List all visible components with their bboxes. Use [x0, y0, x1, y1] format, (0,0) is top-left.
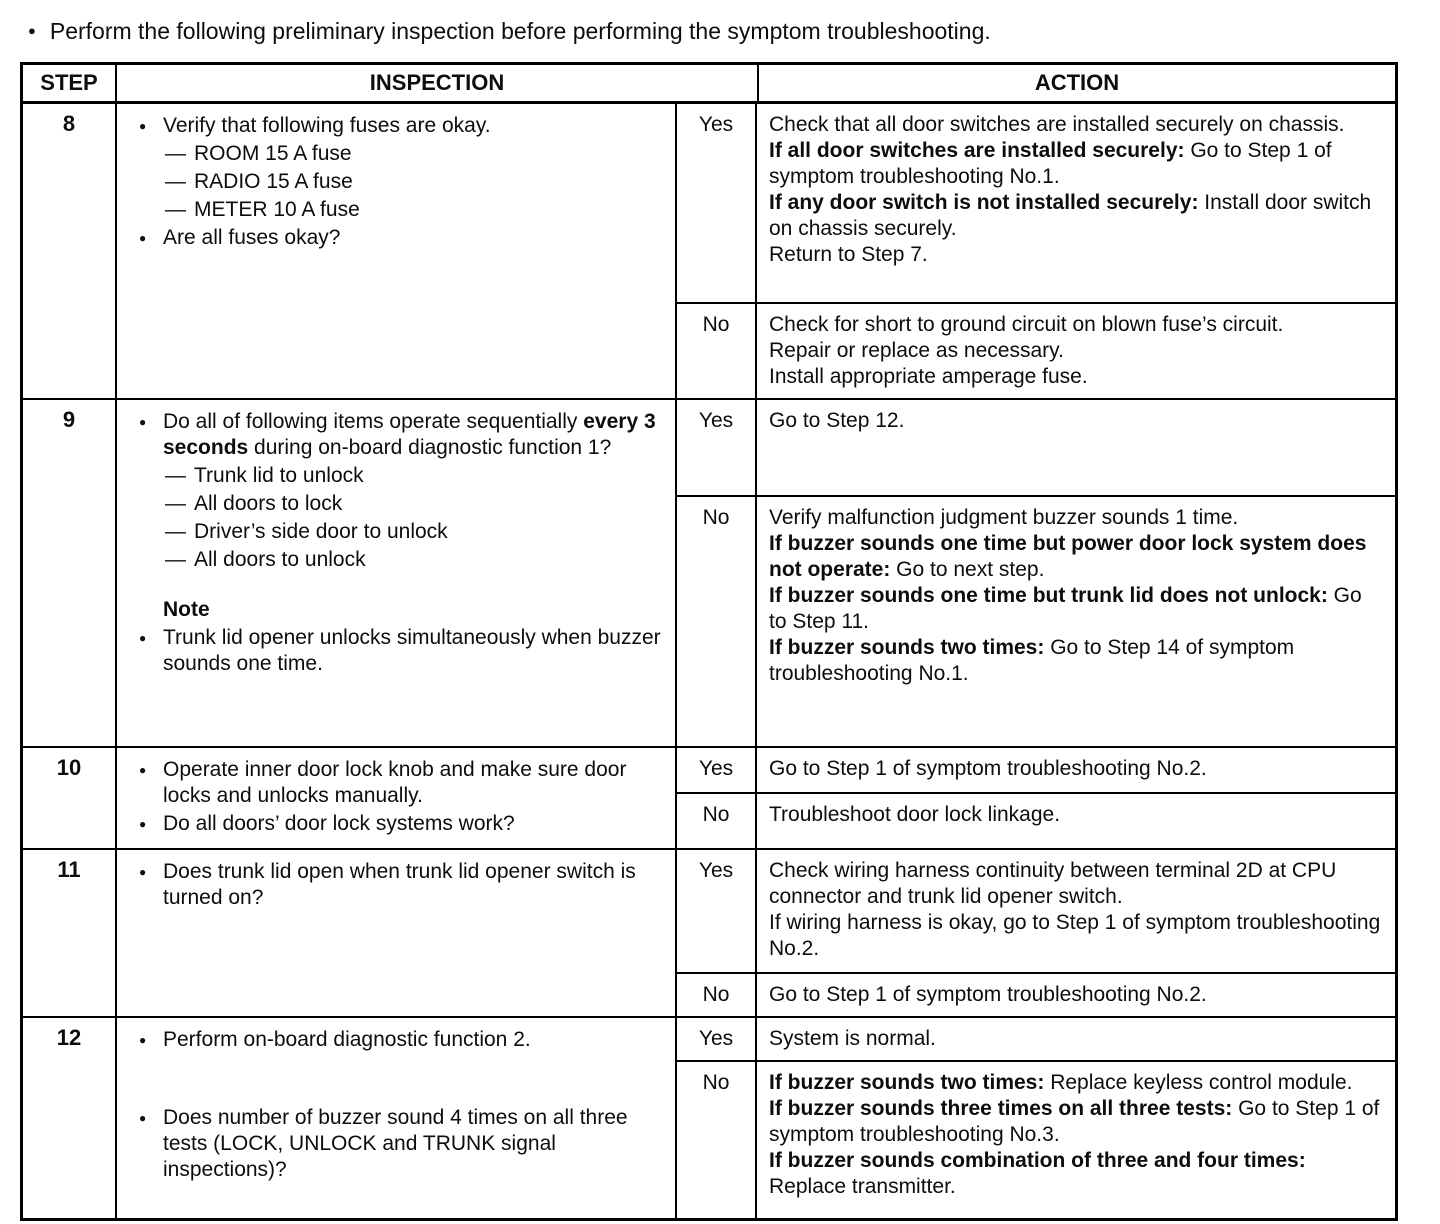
text-block [769, 190, 1381, 242]
text-segment: Are all fuses okay? [163, 226, 341, 249]
dash-icon: — [165, 464, 186, 487]
text-block [165, 169, 663, 195]
action-cell [757, 748, 1395, 792]
intro-line [28, 16, 1420, 46]
text-segment: Driver’s side door to unlock [194, 520, 448, 543]
branch-row [677, 850, 1395, 974]
text-block [769, 112, 1381, 138]
action-branches [677, 104, 1395, 398]
action-cell [757, 794, 1395, 848]
text-block [769, 505, 1381, 531]
intro-text: Perform the following preliminary inspection before performing the symptom troubleshooting. [49, 18, 991, 44]
block-text [194, 519, 448, 545]
answer-cell: No [677, 1062, 757, 1218]
text-segment: If buzzer sounds three times on all three tests: [769, 1097, 1233, 1120]
table-row [23, 850, 1395, 1018]
action-cell [757, 850, 1395, 972]
text-segment: Verify malfunction judgment buzzer sounds 1 time. [769, 506, 1239, 529]
text-segment: Trunk lid opener unlocks simultaneously when buzzer sounds one time. [163, 626, 661, 675]
block-text [194, 141, 352, 167]
text-block [163, 597, 663, 623]
text-block [165, 519, 663, 545]
header-inspection: INSPECTION [117, 65, 759, 101]
branch-row [677, 1062, 1395, 1218]
block-text [163, 1105, 663, 1183]
branch-row [677, 748, 1395, 794]
answer-cell: Yes [677, 850, 757, 972]
dash-icon: — [165, 548, 186, 571]
block-text [194, 197, 360, 223]
text-block [769, 802, 1381, 828]
block-text [163, 859, 663, 911]
text-block [139, 625, 663, 677]
bullet-icon: ● [139, 119, 147, 133]
action-cell [757, 400, 1395, 495]
action-cell [757, 1018, 1395, 1060]
text-segment: If buzzer sounds one time but trunk lid does not unlock: [769, 584, 1328, 607]
text-block [139, 113, 663, 139]
bullet-icon: ● [139, 817, 147, 831]
table-row [23, 748, 1395, 850]
branch-row [677, 400, 1395, 497]
text-segment: Replace transmitter. [769, 1175, 956, 1198]
bullet-icon: ● [28, 23, 36, 38]
text-block [769, 242, 1381, 268]
branch-row [677, 104, 1395, 304]
text-segment: Go to Step 1 of symptom troubleshooting No.2. [769, 757, 1207, 780]
text-segment: ROOM 15 A fuse [194, 142, 352, 165]
action-cell [757, 497, 1395, 746]
text-block [139, 1027, 663, 1053]
text-segment: Replace keyless control module. [1044, 1071, 1353, 1094]
text-segment: Check that all door switches are installed securely on chassis. [769, 113, 1345, 136]
text-segment: Note [163, 598, 210, 621]
text-block [769, 583, 1381, 635]
text-segment: Perform on-board diagnostic function 2. [163, 1028, 531, 1051]
text-segment: Operate inner door lock knob and make sure door locks and unlocks manually. [163, 758, 627, 807]
text-segment: Repair or replace as necessary. [769, 339, 1064, 362]
answer-cell: Yes [677, 1018, 757, 1060]
text-block [139, 811, 663, 837]
step-number: 8 [23, 104, 117, 398]
text-segment: Does number of buzzer sound 4 times on all three tests (LOCK, UNLOCK and TRUNK signal inspections)? [163, 1106, 628, 1181]
dash-icon: — [165, 142, 186, 165]
branch-row [677, 974, 1395, 1016]
text-block [769, 364, 1381, 390]
text-segment: RADIO 15 A fuse [194, 170, 353, 193]
bullet-icon: ● [139, 415, 147, 429]
text-block [769, 1096, 1381, 1148]
text-segment: Install appropriate amperage fuse. [769, 365, 1088, 388]
text-block [769, 1070, 1381, 1096]
table-row [23, 1018, 1395, 1218]
header-step: STEP [23, 65, 117, 101]
text-segment: Do all doors’ door lock systems work? [163, 812, 515, 835]
table-row [23, 104, 1395, 400]
text-block [165, 547, 663, 573]
text-block [165, 141, 663, 167]
block-text [163, 625, 663, 677]
answer-cell: No [677, 304, 757, 398]
table-row [23, 400, 1395, 748]
text-block [769, 338, 1381, 364]
text-segment: Trunk lid to unlock [194, 464, 364, 487]
block-text [163, 409, 663, 461]
text-block [769, 1026, 1381, 1052]
text-block [769, 1148, 1381, 1200]
action-cell [757, 104, 1395, 302]
answer-cell: Yes [677, 104, 757, 302]
text-block [165, 463, 663, 489]
header-action: ACTION [1034, 70, 1120, 95]
branch-row [677, 497, 1395, 746]
step-number: 9 [23, 400, 117, 746]
step-number: 12 [23, 1018, 117, 1218]
text-segment: Troubleshoot door lock linkage. [769, 803, 1061, 826]
text-block [165, 197, 663, 223]
text-block [769, 858, 1381, 910]
branch-row [677, 794, 1395, 848]
dash-icon: — [165, 520, 186, 543]
text-segment: If wiring harness is okay, go to Step 1 of symptom troubleshooting No.2. [769, 911, 1381, 960]
text-segment: Return to Step 7. [769, 243, 928, 266]
block-text [194, 169, 353, 195]
text-segment: Check wiring harness continuity between terminal 2D at CPU connector and trunk lid opener switch. [769, 859, 1337, 908]
text-block [165, 491, 663, 517]
text-segment: Go to Step 1 of symptom troubleshooting No.3. [769, 1097, 1380, 1146]
table-header-row [23, 65, 1395, 104]
text-block [139, 225, 663, 251]
text-block [139, 859, 663, 911]
text-segment: If buzzer sounds one time but power door lock system does not operate: [769, 532, 1367, 581]
dash-icon: — [165, 198, 186, 221]
bullet-icon: ● [139, 865, 147, 879]
text-segment: every 3 seconds [163, 410, 656, 459]
text-segment: If any door switch is not installed securely: [769, 191, 1199, 214]
text-block [769, 312, 1381, 338]
text-segment: Check for short to ground circuit on blown fuse’s circuit. [769, 313, 1284, 336]
text-segment: METER 10 A fuse [194, 198, 360, 221]
text-segment: System is normal. [769, 1027, 936, 1050]
step-number: 10 [23, 748, 117, 848]
action-branches [677, 400, 1395, 746]
inspection-cell [117, 104, 677, 398]
text-segment: Go to next step. [890, 558, 1045, 581]
text-block [769, 408, 1381, 434]
block-text [163, 113, 491, 139]
block-text [194, 463, 364, 489]
branch-row [677, 1018, 1395, 1062]
text-block [769, 635, 1381, 687]
dash-icon: — [165, 170, 186, 193]
answer-cell: Yes [677, 400, 757, 495]
text-segment: Go to Step 1 of symptom troubleshooting No.2. [769, 983, 1207, 1006]
text-segment: Verify that following fuses are okay. [163, 114, 491, 137]
text-segment: All doors to lock [194, 492, 343, 515]
action-branches [677, 748, 1395, 848]
text-segment: during on-board diagnostic function 1? [248, 436, 612, 459]
text-segment: If buzzer sounds two times: [769, 1071, 1045, 1094]
branch-row [677, 304, 1395, 398]
dash-icon: — [165, 492, 186, 515]
bullet-icon: ● [139, 1033, 147, 1047]
bullet-icon: ● [139, 763, 147, 777]
text-segment: If buzzer sounds combination of three and four times: [769, 1149, 1306, 1172]
text-segment: Install door switch on chassis securely. [769, 191, 1372, 240]
text-segment: If all door switches are installed securely: [769, 139, 1185, 162]
text-segment: Go to Step 11. [769, 584, 1362, 633]
inspection-cell [117, 1018, 677, 1218]
answer-cell: Yes [677, 748, 757, 792]
text-block [139, 757, 663, 809]
answer-cell: No [677, 497, 757, 746]
text-block [769, 531, 1381, 583]
action-branches [677, 1018, 1395, 1218]
text-block [769, 910, 1381, 962]
text-block [769, 756, 1381, 782]
text-block [769, 138, 1381, 190]
text-segment: Does trunk lid open when trunk lid opener switch is turned on? [163, 860, 636, 909]
block-text [163, 1027, 531, 1053]
steps-body [23, 104, 1395, 1218]
text-segment: Go to Step 14 of symptom troubleshooting No.1. [769, 636, 1295, 685]
text-block [139, 409, 663, 461]
bullet-icon: ● [139, 231, 147, 245]
troubleshooting-table [20, 62, 1398, 1221]
step-number: 11 [23, 850, 117, 1016]
text-segment: All doors to unlock [194, 548, 366, 571]
block-text [163, 811, 515, 837]
block-text [163, 757, 663, 809]
answer-cell: No [677, 974, 757, 1016]
bullet-icon: ● [139, 1111, 147, 1125]
action-cell [757, 304, 1395, 398]
action-cell [757, 974, 1395, 1016]
block-text [194, 547, 366, 573]
inspection-cell [117, 400, 677, 746]
text-block [769, 982, 1381, 1008]
text-segment: If buzzer sounds two times: [769, 636, 1045, 659]
inspection-cell [117, 850, 677, 1016]
inspection-cell [117, 748, 677, 848]
block-text [194, 491, 342, 517]
action-branches [677, 850, 1395, 1016]
answer-cell: No [677, 794, 757, 848]
action-cell [757, 1062, 1395, 1218]
block-text [163, 225, 340, 251]
text-segment: Do all of following items operate sequentially [163, 410, 584, 433]
text-segment: Go to Step 12. [769, 409, 905, 432]
bullet-icon: ● [139, 631, 147, 645]
text-segment: Go to Step 1 of symptom troubleshooting No.1. [769, 139, 1332, 188]
text-block [139, 1105, 663, 1183]
